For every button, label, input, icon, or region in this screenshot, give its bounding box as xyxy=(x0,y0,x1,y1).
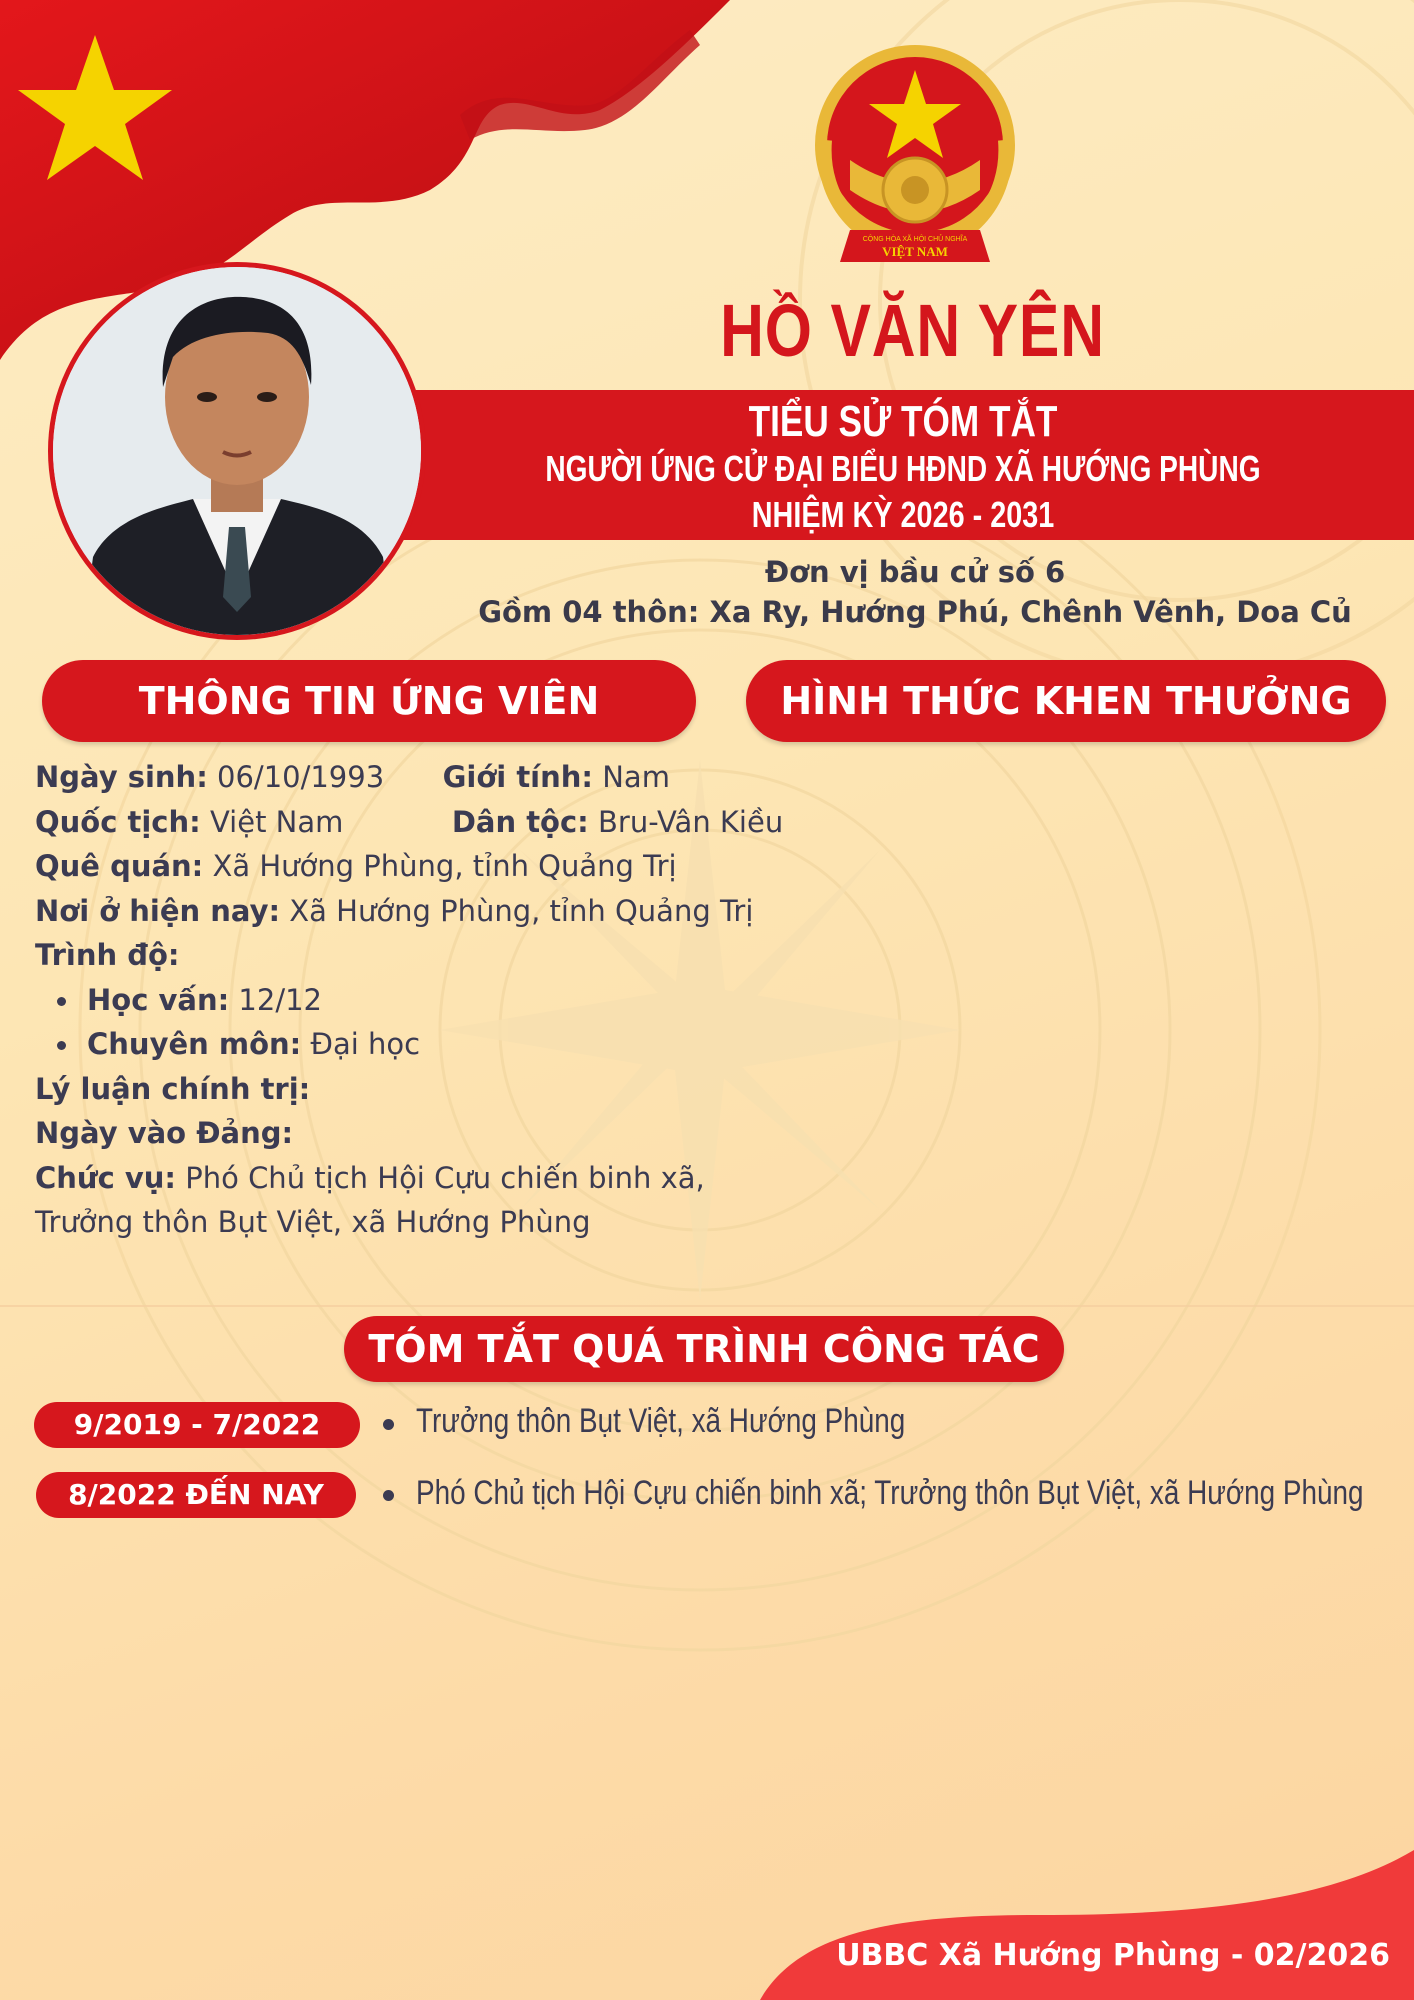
politics-label: Lý luận chính trị: xyxy=(35,1071,311,1106)
info-row-party xyxy=(35,1111,783,1156)
info-row-hometown xyxy=(35,844,783,889)
work-period: 9/2019 - 7/2022 xyxy=(34,1402,360,1448)
info-row-politics xyxy=(35,1067,783,1112)
footer-credit: UBBC Xã Hướng Phùng - 02/2026 xyxy=(836,1938,1390,1973)
gender-label: Giới tính: xyxy=(442,760,594,794)
work-period: 8/2022 ĐẾN NAY xyxy=(36,1472,356,1518)
emblem-country: VIỆT NAM xyxy=(882,244,948,259)
portrait-illustration xyxy=(53,267,421,635)
dob-label: Ngày sinh: xyxy=(35,760,208,794)
bullet-icon xyxy=(383,1490,394,1501)
footer-wave xyxy=(0,1820,1414,2000)
candidate-info-list xyxy=(35,755,783,1245)
section-awards: HÌNH THỨC KHEN THƯỞNG xyxy=(746,660,1386,742)
candidate-portrait xyxy=(53,267,421,635)
general-education-value: 12/12 xyxy=(238,982,322,1017)
biography-title: TIỂU SỬ TÓM TẮT xyxy=(748,397,1058,446)
work-description: Phó Chủ tịch Hội Cựu chiến binh xã; Trưởng thôn Bụt Việt, xã Hướng Phùng xyxy=(416,1474,1364,1512)
section-candidate-info: THÔNG TIN ỨNG VIÊN xyxy=(42,660,696,742)
ethnicity-label: Dân tộc: xyxy=(451,804,589,839)
section-work-history: TÓM TẮT QUÁ TRÌNH CÔNG TÁC xyxy=(344,1316,1064,1382)
work-description: Trưởng thôn Bụt Việt, xã Hướng Phùng xyxy=(416,1402,906,1440)
bullet-icon xyxy=(57,997,66,1006)
ethnicity-value: Bru-Vân Kiều xyxy=(598,804,784,839)
national-emblem-icon xyxy=(790,40,1040,280)
dob-value: 06/10/1993 xyxy=(217,760,385,794)
info-row-dob-gender xyxy=(35,755,783,800)
bullet-icon xyxy=(57,1041,66,1050)
nationality-label: Quốc tịch: xyxy=(35,804,201,839)
emblem-caption: CỘNG HÒA XÃ HỘI CHỦ NGHĨA xyxy=(862,236,968,243)
specialty-value: Đại học xyxy=(310,1027,421,1061)
info-row-education xyxy=(35,933,783,978)
position-label: Chức vụ: xyxy=(35,1160,177,1195)
electoral-unit: Đơn vị bầu cử số 6 xyxy=(764,555,1066,589)
position-value-line2: Trưởng thôn Bụt Việt, xã Hướng Phùng xyxy=(35,1205,591,1239)
hometown-label: Quê quán: xyxy=(35,849,204,883)
bullet-icon xyxy=(383,1419,394,1430)
candidacy-title: NGƯỜI ỨNG CỬ ĐẠI BIỂU HĐND XÃ HƯỚNG PHÙNG xyxy=(545,448,1261,489)
specialty-label: Chuyên môn: xyxy=(87,1027,302,1061)
candidate-name: HỒ VĂN YÊN xyxy=(720,289,1105,372)
term-title: NHIỆM KỲ 2026 - 2031 xyxy=(751,494,1055,535)
info-row-position-cont xyxy=(35,1200,783,1245)
info-row-general-education xyxy=(35,978,783,1023)
hometown-value: Xã Hướng Phùng, tỉnh Quảng Trị xyxy=(212,849,677,883)
info-row-nationality-ethnicity xyxy=(35,800,783,845)
residence-label: Nơi ở hiện nay: xyxy=(35,893,281,928)
info-row-specialty xyxy=(35,1022,783,1067)
residence-value: Xã Hướng Phùng, tỉnh Quảng Trị xyxy=(289,893,754,928)
nationality-value: Việt Nam xyxy=(209,804,344,839)
info-row-position xyxy=(35,1156,783,1201)
education-label: Trình độ: xyxy=(35,938,180,972)
general-education-label: Học vấn: xyxy=(87,982,230,1017)
party-date-label: Ngày vào Đảng: xyxy=(35,1116,294,1150)
info-row-residence xyxy=(35,889,783,934)
gender-value: Nam xyxy=(602,760,670,794)
position-value-line1: Phó Chủ tịch Hội Cựu chiến binh xã, xyxy=(185,1160,705,1195)
electoral-villages: Gồm 04 thôn: Xa Ry, Hướng Phú, Chênh Vênh, Doa Củ xyxy=(478,595,1352,629)
